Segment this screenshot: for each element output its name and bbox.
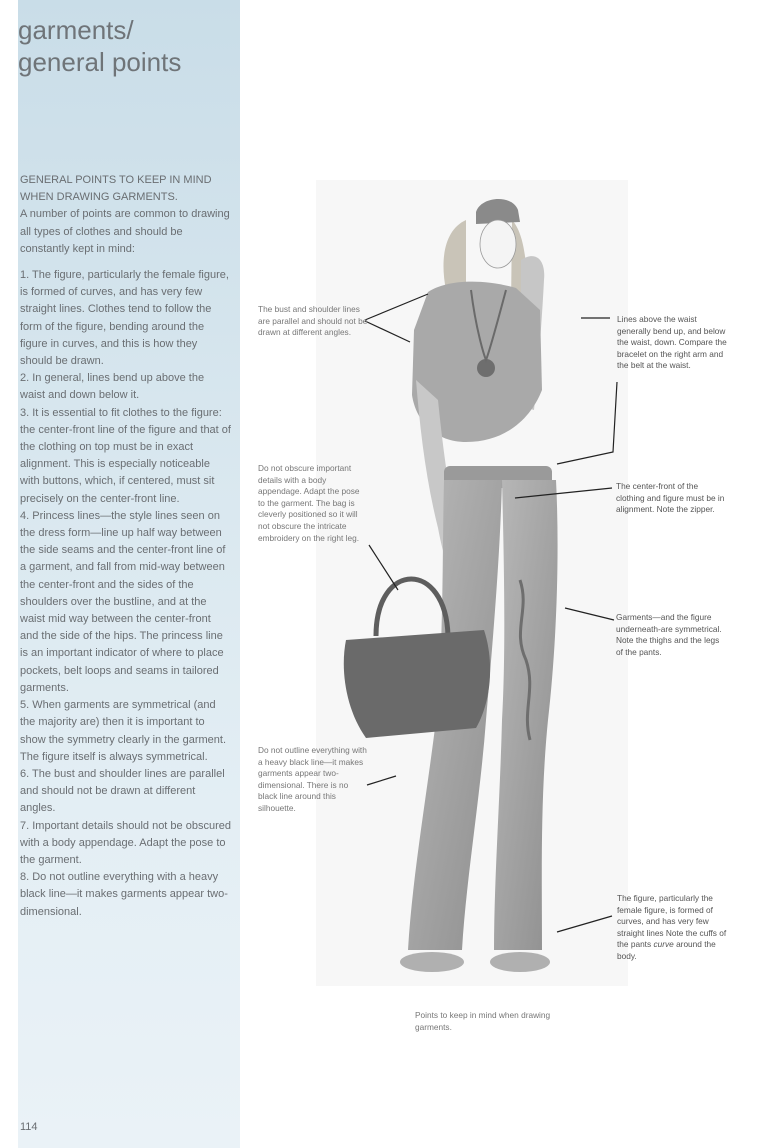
leader-obscure [369, 545, 398, 590]
leader-waist [557, 382, 617, 464]
note-curves-end: around the body. [617, 939, 716, 961]
note-curves-italic: curve [653, 939, 674, 950]
point-6: 6. The bust and shoulder lines are parallel and should not be drawn at different angles. [20, 767, 225, 815]
point-2: 2. In general, lines bend up above the waist and down below it. [20, 372, 205, 402]
intro-text: A number of points are common to drawing all types of clothes and should be constantly kept in mind: [20, 208, 230, 255]
page-number: 114 [20, 1121, 38, 1133]
note-symmetry: Garments—and the figure underneath-are symmetrical. Note the thighs and the legs of the pants. [616, 612, 722, 657]
note-center-front: The center-front of the clothing and figure must be in alignment. Note the zipper. [616, 481, 725, 515]
leader-curves [557, 916, 612, 932]
note-bust: The bust and shoulder lines are parallel and should not be drawn at different angles. [258, 304, 368, 338]
point-3: 3. It is essential to fit clothes to the figure: the center-front line of the figure and that of the clothing on top must be in exact alignment. This is especially noticeable with buttons, which, if centered, must sit precisely on the center-front line. [20, 406, 231, 505]
note-curves [617, 893, 729, 963]
leader-center-front [515, 488, 612, 498]
point-1: 1. The figure, particularly the female figure, is formed of curves, and has very few straight lines. Clothes tend to follow the form of the figure, bending around the figure in curves, and this is how they should be drawn. [20, 269, 229, 368]
leader-outline [367, 776, 396, 785]
note-waist: Lines above the waist generally bend up, and below the waist, down. Compare the bracelet on the right arm and the belt at the waist. [617, 314, 727, 371]
leader-symmetry [565, 608, 614, 620]
intro-heading-line-1: GENERAL POINTS TO KEEP IN MIND [20, 174, 212, 186]
point-4: 4. Princess lines—the style lines seen on the dress form—line up half way between the side seams and the center-front line of a garment, and fall from mid-way between the center-front and the sides of the shoulders over the bustline, and at the waist mid way between the center-front and the side of the hips. The princess line is an important indicator of where to place pockets, belt loops and seams in tailored garments. [20, 509, 226, 694]
point-7: 7. Important details should not be obscured with a body appendage. Adapt the pose to the garment. [20, 819, 231, 866]
figure-caption: Points to keep in mind when drawing garments. [415, 1010, 551, 1032]
intro-heading-line-2: WHEN DRAWING GARMENTS. [20, 191, 178, 204]
note-curves-main: The figure, particularly the female figure, is formed of curves, and has very few straight lines Note the cuffs of the pants [617, 893, 727, 950]
leader-bust-2 [365, 321, 410, 342]
point-8: 8. Do not outline everything with a heavy black line—it makes garments appear two-dimensional. [20, 871, 228, 918]
note-obscure: Do not obscure important details with a body appendage. Adapt the pose to the garment. The bag is cleverly positioned so it will not obscure the intricate embroidery on the right leg. [258, 463, 360, 543]
leader-bust-1 [365, 294, 428, 320]
page-title-line-2: general points [18, 47, 182, 77]
point-5: 5. When garments are symmetrical (and the majority are) then it is important to show the symmetry clearly in the garment. The figure itself is always symmetrical. [20, 699, 227, 763]
note-outline: Do not outline everything with a heavy black line—it makes garments appear two-dimensional. There is no black line around this silhouette. [258, 745, 367, 813]
page-title-line-1: garments/ [18, 15, 134, 45]
